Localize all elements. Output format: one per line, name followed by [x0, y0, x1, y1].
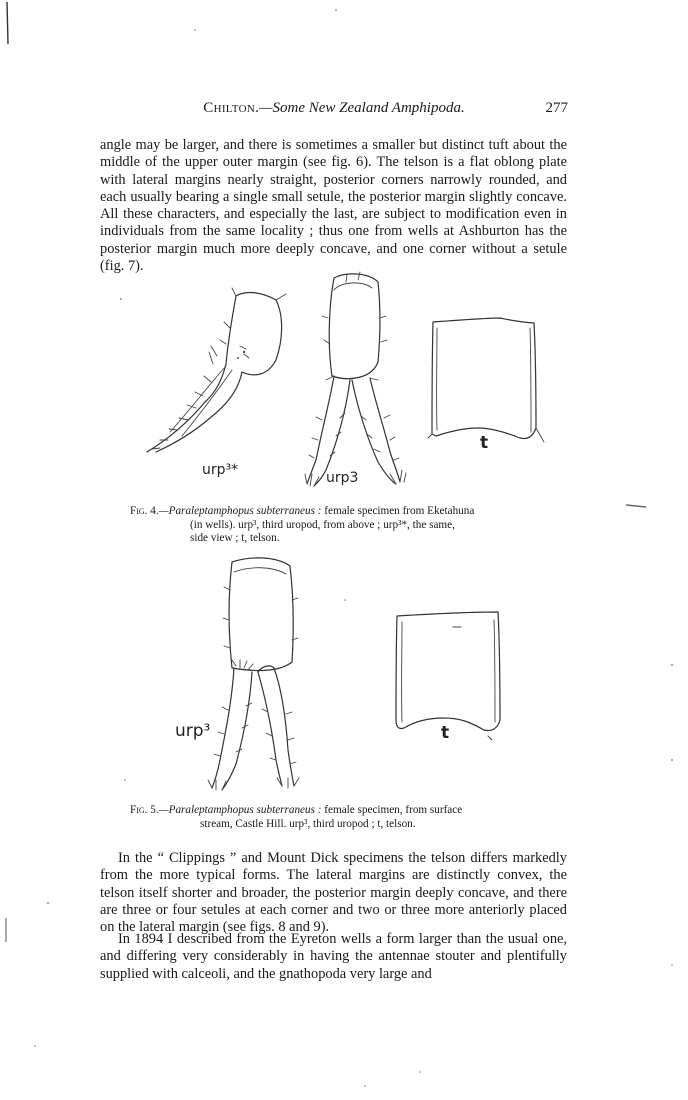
- figure-4-label-urp3: urp3: [326, 470, 359, 486]
- figure-5-caption-species: —Paraleptamphopus subterraneus :: [158, 804, 322, 816]
- running-head-author: Chilton.: [203, 100, 260, 116]
- figure-5-label-urp3: urp³: [175, 721, 211, 741]
- body-paragraph-1: angle may be larger, and there is sometimes a smaller but distinct tuft about the middle of the upper outer margin (see fig. 6). The telson is a flat oblong plate with lateral margins nearly straight, posterior corners narrowly rounded, and each usually bearing a single small setule, the posterior margin slightly concave. All these characters, and especially the last, are subject to modification even in individuals from the same locality ; thus one from wells at Ashburton has the posterior margin much more deeply concave, and one corner without a setule (fig. 7).: [100, 137, 567, 275]
- body-paragraph-3: In 1894 I described from the Eyreton wells a form larger than the usual one, and differing very considerably in having the antennae stouter and plentifully supplied with calceoli, and the gnathopoda very large and: [100, 931, 567, 982]
- figure-5-caption-line1: female specimen, from surface: [321, 804, 463, 816]
- figure-4-label-telson: t: [480, 433, 489, 453]
- figure-4-caption-line2: (in wells). urp³, third uropod, from above ; urp³*, the same,: [190, 518, 455, 531]
- figure-4-label-urp3-side: urp³*: [202, 462, 239, 478]
- running-head-title: —Some New Zealand Amphipoda.: [259, 100, 465, 116]
- figure-4-caption-line1: female specimen from Eketahuna: [321, 505, 475, 517]
- figure-5-caption-lead: Fig. 5.: [130, 804, 159, 816]
- figure-5-telson: [396, 612, 500, 740]
- figure-5-caption: [130, 804, 560, 831]
- figure-4-caption-line3: side view ; t, telson.: [190, 532, 280, 544]
- figure-4-caption-lead: Fig. 4.: [130, 505, 159, 517]
- figure-5-label-telson: t: [441, 723, 450, 743]
- figure-4-caption-species: —Paraleptamphopus subterraneus :: [158, 505, 322, 517]
- page-number: 277: [545, 100, 568, 116]
- body-paragraph-2: In the “ Clippings ” and Mount Dick specimens the telson differs markedly from the more typical forms. The lateral margins are distinctly convex, the telson itself shorter and broader, the posterior margin deeply concave, and there are three or four setules at each corner and two or three more anteriorly placed on the lateral margin (see figs. 8 and 9).: [100, 850, 567, 936]
- figure-5-caption-line2: stream, Castle Hill. urp³, third uropod ; t, telson.: [200, 817, 416, 830]
- figure-5-uropod: [208, 558, 299, 790]
